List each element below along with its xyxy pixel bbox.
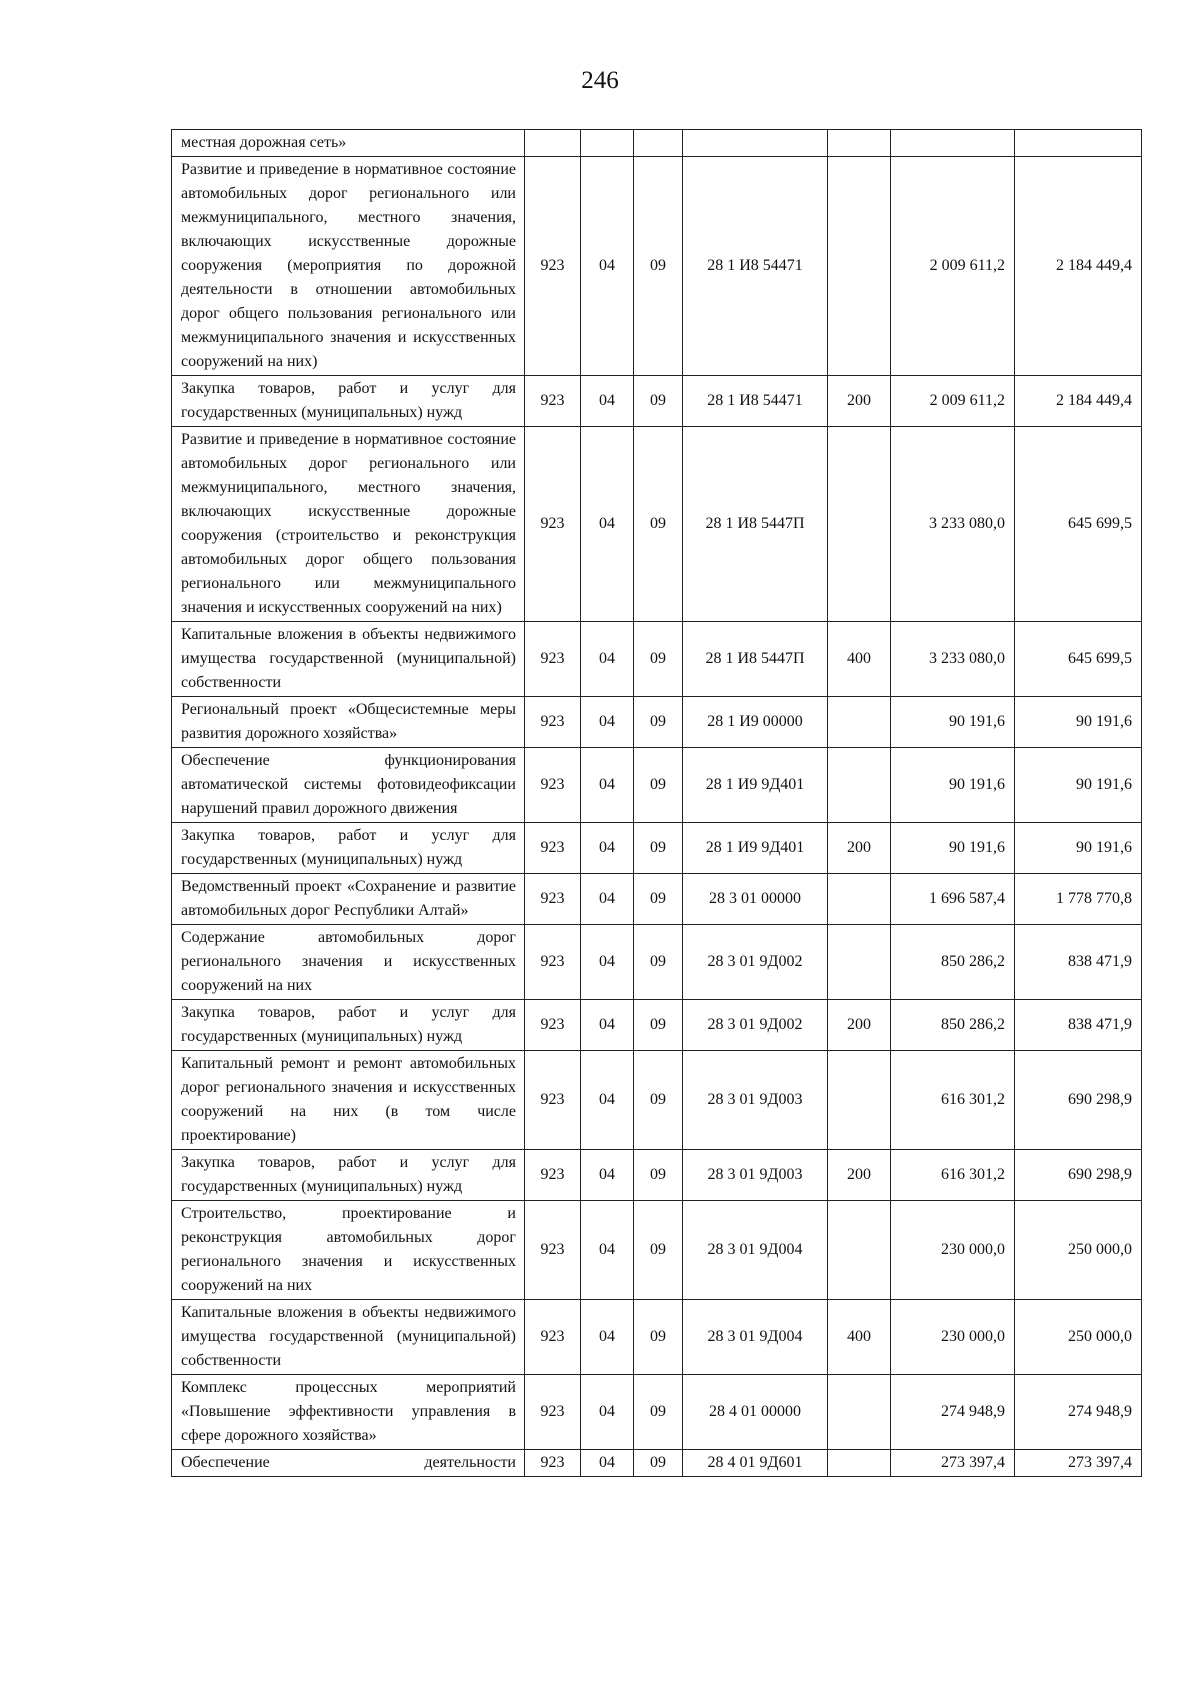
target-article-cell: 28 4 01 00000: [683, 1375, 828, 1450]
row-name-cell: Строительство, проектирование и реконструкция автомобильных дорог регионального значения и искусственных сооружений на них: [172, 1201, 525, 1300]
subsection-code-cell: 09: [634, 1375, 683, 1450]
amount-year-1-cell: 3 233 080,0: [891, 622, 1015, 697]
subsection-code-cell: 09: [634, 1450, 683, 1477]
target-article-cell: 28 1 И8 5447П: [683, 427, 828, 622]
target-article-cell: 28 3 01 9Д002: [683, 1000, 828, 1051]
amount-year-2-cell: 90 191,6: [1015, 697, 1142, 748]
amount-year-2-cell: 273 397,4: [1015, 1450, 1142, 1477]
target-article-cell: 28 3 01 00000: [683, 874, 828, 925]
table-row: [172, 1300, 1142, 1375]
expense-type-cell: [828, 748, 891, 823]
table-row: [172, 1000, 1142, 1051]
expense-type-cell: 400: [828, 1300, 891, 1375]
target-article-cell: [683, 130, 828, 157]
table-row: [172, 622, 1142, 697]
amount-year-2-cell: [1015, 130, 1142, 157]
table-row: [172, 157, 1142, 376]
section-code-cell: 04: [581, 1201, 634, 1300]
row-name-cell: Закупка товаров, работ и услуг для государственных (муниципальных) нужд: [172, 376, 525, 427]
expense-type-cell: [828, 427, 891, 622]
row-name-cell: Содержание автомобильных дорог регионального значения и искусственных сооружений на них: [172, 925, 525, 1000]
amount-year-1-cell: 2 009 611,2: [891, 376, 1015, 427]
subsection-code-cell: 09: [634, 925, 683, 1000]
amount-year-1-cell: 1 696 587,4: [891, 874, 1015, 925]
subsection-code-cell: 09: [634, 1051, 683, 1150]
subsection-code-cell: 09: [634, 157, 683, 376]
table-row: [172, 1375, 1142, 1450]
section-code-cell: 04: [581, 823, 634, 874]
expense-type-cell: 200: [828, 376, 891, 427]
amount-year-2-cell: 274 948,9: [1015, 1375, 1142, 1450]
row-name-cell: местная дорожная сеть»: [172, 130, 525, 157]
amount-year-2-cell: 250 000,0: [1015, 1300, 1142, 1375]
amount-year-1-cell: 274 948,9: [891, 1375, 1015, 1450]
section-code-cell: 04: [581, 925, 634, 1000]
amount-year-1-cell: 850 286,2: [891, 925, 1015, 1000]
admin-code-cell: 923: [525, 427, 581, 622]
target-article-cell: 28 1 И8 5447П: [683, 622, 828, 697]
target-article-cell: 28 3 01 9Д004: [683, 1300, 828, 1375]
row-name-cell: Ведомственный проект «Сохранение и развитие автомобильных дорог Республики Алтай»: [172, 874, 525, 925]
row-name-cell: Комплекс процессных мероприятий «Повышение эффективности управления в сфере дорожного хозяйства»: [172, 1375, 525, 1450]
table-row: [172, 697, 1142, 748]
target-article-cell: 28 3 01 9Д003: [683, 1051, 828, 1150]
amount-year-1-cell: [891, 130, 1015, 157]
row-name-cell: Закупка товаров, работ и услуг для государственных (муниципальных) нужд: [172, 823, 525, 874]
amount-year-2-cell: 2 184 449,4: [1015, 376, 1142, 427]
admin-code-cell: 923: [525, 1150, 581, 1201]
section-code-cell: 04: [581, 874, 634, 925]
amount-year-2-cell: 1 778 770,8: [1015, 874, 1142, 925]
amount-year-2-cell: 690 298,9: [1015, 1051, 1142, 1150]
admin-code-cell: 923: [525, 376, 581, 427]
admin-code-cell: 923: [525, 622, 581, 697]
admin-code-cell: 923: [525, 1051, 581, 1150]
expense-type-cell: [828, 925, 891, 1000]
table-row: [172, 427, 1142, 622]
budget-table-body: [172, 130, 1142, 1477]
table-row: [172, 1150, 1142, 1201]
subsection-code-cell: [634, 130, 683, 157]
subsection-code-cell: 09: [634, 748, 683, 823]
admin-code-cell: [525, 130, 581, 157]
expense-type-cell: 200: [828, 823, 891, 874]
row-name-cell: Капитальные вложения в объекты недвижимого имущества государственной (муниципальной) собственности: [172, 1300, 525, 1375]
subsection-code-cell: 09: [634, 1000, 683, 1051]
amount-year-2-cell: 90 191,6: [1015, 823, 1142, 874]
target-article-cell: 28 3 01 9Д002: [683, 925, 828, 1000]
subsection-code-cell: 09: [634, 376, 683, 427]
amount-year-2-cell: 2 184 449,4: [1015, 157, 1142, 376]
amount-year-1-cell: 616 301,2: [891, 1051, 1015, 1150]
section-code-cell: 04: [581, 748, 634, 823]
subsection-code-cell: 09: [634, 427, 683, 622]
section-code-cell: 04: [581, 1000, 634, 1051]
amount-year-1-cell: 2 009 611,2: [891, 157, 1015, 376]
amount-year-1-cell: 850 286,2: [891, 1000, 1015, 1051]
section-code-cell: 04: [581, 1375, 634, 1450]
table-row: [172, 748, 1142, 823]
admin-code-cell: 923: [525, 157, 581, 376]
target-article-cell: 28 1 И8 54471: [683, 376, 828, 427]
amount-year-2-cell: 838 471,9: [1015, 1000, 1142, 1051]
section-code-cell: 04: [581, 376, 634, 427]
subsection-code-cell: 09: [634, 697, 683, 748]
expense-type-cell: [828, 697, 891, 748]
target-article-cell: 28 1 И9 9Д401: [683, 823, 828, 874]
row-name-cell: Развитие и приведение в нормативное состояние автомобильных дорог регионального или межмуниципального, местного значения, включающих искусственные дорожные сооружения (мероприятия по дорожной деятельности в отношении автомобильных дорог общего пользования регионального или межмуниципального значения и искусственных сооружений на них): [172, 157, 525, 376]
amount-year-2-cell: 250 000,0: [1015, 1201, 1142, 1300]
amount-year-1-cell: 273 397,4: [891, 1450, 1015, 1477]
budget-table: [171, 129, 1142, 1477]
target-article-cell: 28 1 И8 54471: [683, 157, 828, 376]
table-row: [172, 376, 1142, 427]
table-row: [172, 925, 1142, 1000]
table-row: [172, 1201, 1142, 1300]
amount-year-2-cell: 645 699,5: [1015, 622, 1142, 697]
expense-type-cell: 200: [828, 1000, 891, 1051]
section-code-cell: 04: [581, 427, 634, 622]
section-code-cell: 04: [581, 697, 634, 748]
expense-type-cell: [828, 130, 891, 157]
admin-code-cell: 923: [525, 748, 581, 823]
table-row: [172, 1051, 1142, 1150]
row-name-cell: Закупка товаров, работ и услуг для государственных (муниципальных) нужд: [172, 1000, 525, 1051]
row-name-cell: Региональный проект «Общесистемные меры развития дорожного хозяйства»: [172, 697, 525, 748]
subsection-code-cell: 09: [634, 1150, 683, 1201]
amount-year-1-cell: 3 233 080,0: [891, 427, 1015, 622]
subsection-code-cell: 09: [634, 874, 683, 925]
target-article-cell: 28 1 И9 00000: [683, 697, 828, 748]
amount-year-1-cell: 90 191,6: [891, 748, 1015, 823]
table-row: [172, 1450, 1142, 1477]
admin-code-cell: 923: [525, 823, 581, 874]
amount-year-1-cell: 616 301,2: [891, 1150, 1015, 1201]
row-name-cell: Закупка товаров, работ и услуг для государственных (муниципальных) нужд: [172, 1150, 525, 1201]
admin-code-cell: 923: [525, 1375, 581, 1450]
amount-year-2-cell: 690 298,9: [1015, 1150, 1142, 1201]
section-code-cell: 04: [581, 622, 634, 697]
expense-type-cell: [828, 874, 891, 925]
amount-year-2-cell: 90 191,6: [1015, 748, 1142, 823]
expense-type-cell: [828, 1051, 891, 1150]
section-code-cell: 04: [581, 157, 634, 376]
amount-year-2-cell: 838 471,9: [1015, 925, 1142, 1000]
expense-type-cell: [828, 1450, 891, 1477]
row-name-cell: Обеспечение функционирования автоматической системы фотовидеофиксации нарушений правил дорожного движения: [172, 748, 525, 823]
section-code-cell: 04: [581, 1051, 634, 1150]
amount-year-1-cell: 90 191,6: [891, 697, 1015, 748]
admin-code-cell: 923: [525, 1000, 581, 1051]
subsection-code-cell: 09: [634, 823, 683, 874]
admin-code-cell: 923: [525, 697, 581, 748]
section-code-cell: 04: [581, 1300, 634, 1375]
subsection-code-cell: 09: [634, 1201, 683, 1300]
target-article-cell: 28 4 01 9Д601: [683, 1450, 828, 1477]
row-name-cell: Развитие и приведение в нормативное состояние автомобильных дорог регионального или межмуниципального, местного значения, включающих искусственные дорожные сооружения (строительство и реконструкция автомобильных дорог общего пользования регионального или межмуниципального значения и искусственных сооружений на них): [172, 427, 525, 622]
admin-code-cell: 923: [525, 1300, 581, 1375]
row-name-cell: Обеспечение деятельности: [172, 1450, 525, 1477]
target-article-cell: 28 3 01 9Д004: [683, 1201, 828, 1300]
expense-type-cell: [828, 1201, 891, 1300]
row-name-cell: Капитальный ремонт и ремонт автомобильных дорог регионального значения и искусственных сооружений на них (в том числе проектирование): [172, 1051, 525, 1150]
subsection-code-cell: 09: [634, 622, 683, 697]
table-row: [172, 823, 1142, 874]
expense-type-cell: [828, 1375, 891, 1450]
target-article-cell: 28 3 01 9Д003: [683, 1150, 828, 1201]
subsection-code-cell: 09: [634, 1300, 683, 1375]
amount-year-2-cell: 645 699,5: [1015, 427, 1142, 622]
section-code-cell: [581, 130, 634, 157]
expense-type-cell: 200: [828, 1150, 891, 1201]
section-code-cell: 04: [581, 1150, 634, 1201]
expense-type-cell: 400: [828, 622, 891, 697]
admin-code-cell: 923: [525, 925, 581, 1000]
amount-year-1-cell: 90 191,6: [891, 823, 1015, 874]
admin-code-cell: 923: [525, 1450, 581, 1477]
amount-year-1-cell: 230 000,0: [891, 1300, 1015, 1375]
row-name-cell: Капитальные вложения в объекты недвижимого имущества государственной (муниципальной) собственности: [172, 622, 525, 697]
admin-code-cell: 923: [525, 1201, 581, 1300]
table-row: [172, 874, 1142, 925]
table-row: [172, 130, 1142, 157]
admin-code-cell: 923: [525, 874, 581, 925]
target-article-cell: 28 1 И9 9Д401: [683, 748, 828, 823]
page-number: 246: [581, 67, 619, 94]
expense-type-cell: [828, 157, 891, 376]
amount-year-1-cell: 230 000,0: [891, 1201, 1015, 1300]
section-code-cell: 04: [581, 1450, 634, 1477]
